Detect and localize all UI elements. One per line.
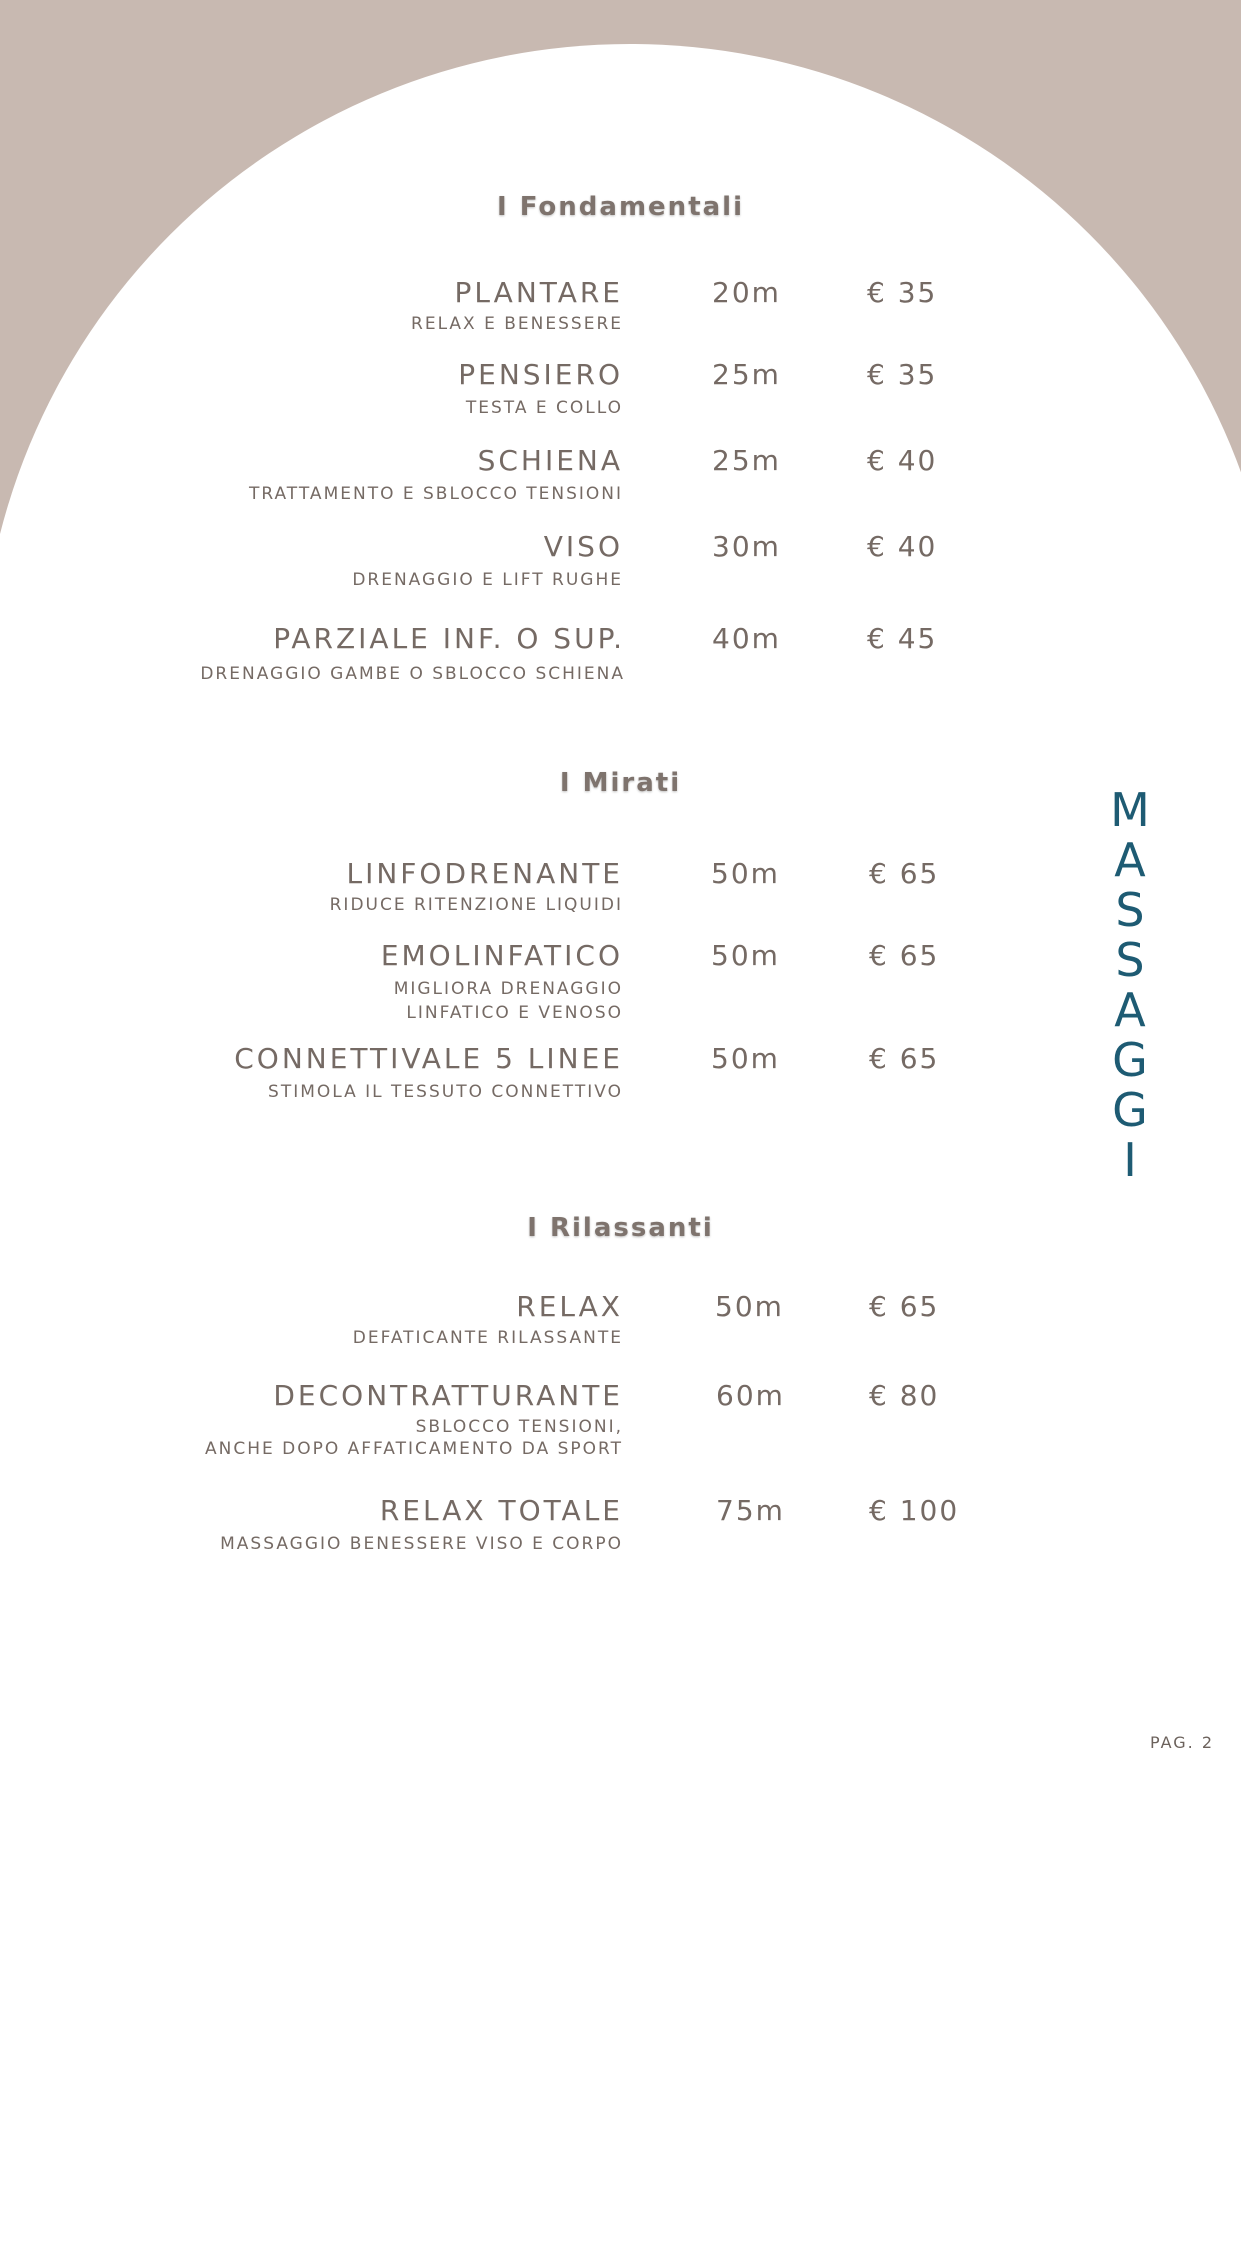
item-description: RELAX E BENESSERE — [411, 314, 623, 334]
item-name: CONNETTIVALE 5 LINEE — [234, 1042, 623, 1075]
item-description: DRENAGGIO GAMBE O SBLOCCO SCHIENA — [200, 664, 625, 684]
item-description: MASSAGGIO BENESSERE VISO E CORPO — [220, 1534, 623, 1554]
item-name: DECONTRATTURANTE — [273, 1379, 623, 1412]
item-duration: 50m — [711, 939, 780, 972]
item-price: € 80 — [869, 1379, 940, 1412]
item-name: RELAX — [516, 1290, 623, 1323]
item-price: € 65 — [869, 1042, 940, 1075]
item-price: € 35 — [867, 276, 938, 309]
item-name: PLANTARE — [454, 276, 623, 309]
item-description: TRATTAMENTO E SBLOCCO TENSIONI — [248, 484, 623, 504]
item-description-line-2: ANCHE DOPO AFFATICAMENTO DA SPORT — [205, 1439, 623, 1459]
item-duration: 25m — [712, 358, 781, 391]
item-description: STIMOLA IL TESSUTO CONNETTIVO — [268, 1082, 623, 1102]
item-name: SCHIENA — [477, 444, 623, 477]
item-price: € 35 — [867, 358, 938, 391]
item-duration: 40m — [712, 622, 781, 655]
item-duration: 25m — [712, 444, 781, 477]
item-price: € 65 — [869, 939, 940, 972]
item-description: DRENAGGIO E LIFT RUGHE — [352, 570, 623, 590]
item-name: EMOLINFATICO — [380, 939, 623, 972]
item-description: DEFATICANTE RILASSANTE — [352, 1328, 623, 1348]
item-duration: 20m — [712, 276, 781, 309]
item-description-line-1: MIGLIORA DRENAGGIO — [393, 979, 623, 999]
item-name: PARZIALE INF. O SUP. — [273, 622, 625, 655]
item-name: LINFODRENANTE — [346, 857, 623, 890]
item-name: VISO — [543, 530, 623, 563]
item-duration: 50m — [715, 1290, 784, 1323]
item-price: € 65 — [869, 1290, 940, 1323]
item-price: € 40 — [867, 444, 938, 477]
item-name: PENSIERO — [458, 358, 623, 391]
section-title-fondamentali: I Fondamentali — [497, 192, 744, 222]
item-price: € 100 — [869, 1494, 960, 1527]
item-description-line-1: SBLOCCO TENSIONI, — [415, 1417, 623, 1437]
item-duration: 30m — [712, 530, 781, 563]
item-name: RELAX TOTALE — [379, 1494, 623, 1527]
item-description-line-2: LINFATICO E VENOSO — [406, 1003, 623, 1023]
section-title-mirati: I Mirati — [559, 768, 682, 798]
side-title-massaggi: M A S S A G G I — [1110, 783, 1150, 1187]
item-duration: 50m — [711, 857, 780, 890]
page-number: PAG. 2 — [1149, 1733, 1214, 1752]
item-price: € 65 — [869, 857, 940, 890]
item-price: € 45 — [867, 622, 938, 655]
item-duration: 50m — [711, 1042, 780, 1075]
item-description: TESTA E COLLO — [465, 398, 623, 418]
item-price: € 40 — [867, 530, 938, 563]
item-duration: 60m — [716, 1379, 785, 1412]
item-description: RIDUCE RITENZIONE LIQUIDI — [329, 895, 623, 915]
item-duration: 75m — [716, 1494, 785, 1527]
section-title-rilassanti: I Rilassanti — [527, 1213, 714, 1243]
